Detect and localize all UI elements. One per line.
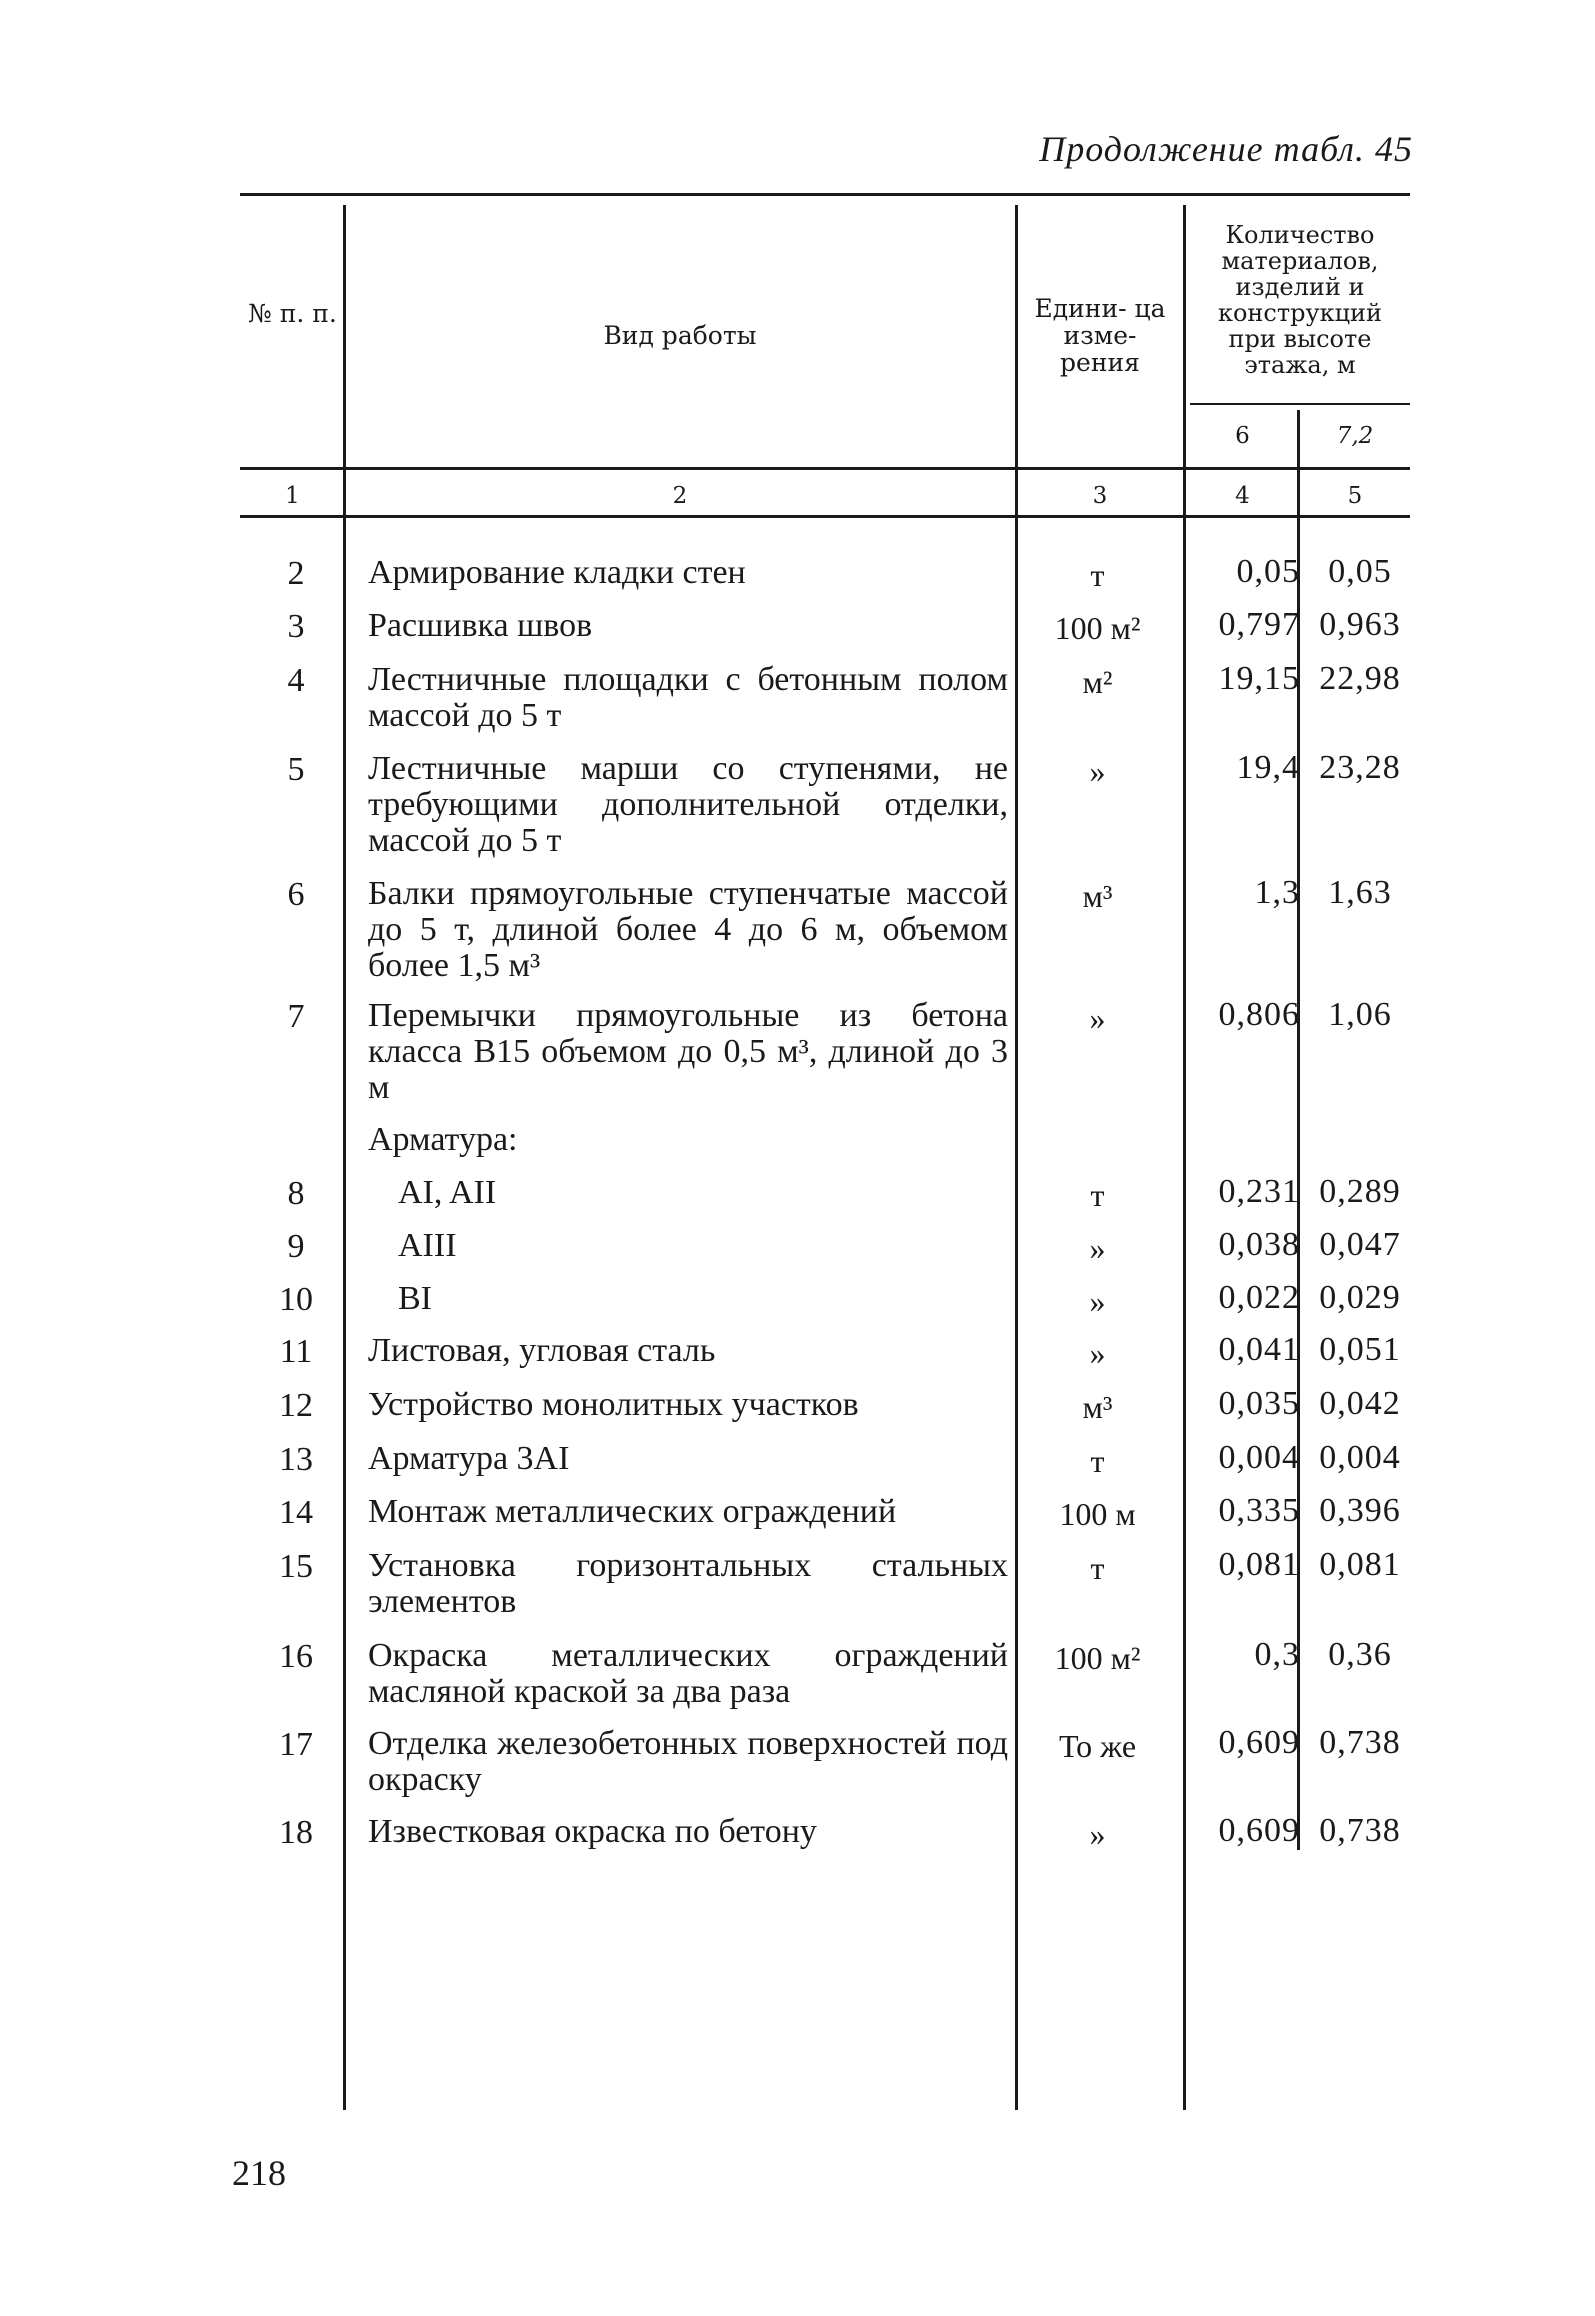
row-unit: » <box>1089 753 1106 789</box>
row-value-6: 0,004 <box>1218 1439 1300 1476</box>
row-value-6: 0,609 <box>1218 1724 1300 1761</box>
row-number: 14 <box>279 1494 313 1531</box>
row-value-6: 0,038 <box>1218 1226 1300 1263</box>
header-work: Вид работы <box>603 321 757 350</box>
row-value-7-2: 0,289 <box>1319 1173 1401 1210</box>
row-value-7-2: 23,28 <box>1319 749 1401 786</box>
row-value-6: 0,081 <box>1218 1546 1300 1583</box>
row-unit: м³ <box>1082 1389 1113 1425</box>
col-divider-1 <box>343 205 346 2110</box>
row-value-7-2: 0,05 <box>1328 553 1392 590</box>
qty-header-rule <box>1190 403 1410 405</box>
col-number-5: 5 <box>1347 483 1363 509</box>
row-number: 3 <box>287 608 305 645</box>
row-unit: т <box>1090 1177 1105 1213</box>
row-value-7-2: 0,047 <box>1319 1226 1401 1263</box>
row-number: 18 <box>279 1814 313 1851</box>
row-work: Перемычки прямоугольные из бетона класса В15 объемом до 0,5 м³, длиной до 3 м <box>368 997 1008 1106</box>
row-number: 16 <box>279 1638 313 1675</box>
row-work: Расшивка швов <box>368 607 593 644</box>
row-value-6: 0,041 <box>1218 1331 1300 1368</box>
header-height-7-2: 7,2 <box>1336 423 1374 449</box>
row-unit: 100 м² <box>1054 1640 1141 1676</box>
row-unit: т <box>1090 557 1105 593</box>
row-unit: » <box>1089 1230 1106 1266</box>
header-qty: Количество материалов, изделий и конструкций при высоте этажа, м <box>1217 221 1383 379</box>
row-number: 9 <box>287 1228 305 1265</box>
row-value-6: 0,3 <box>1254 1636 1300 1673</box>
row-number: 2 <box>287 555 305 592</box>
colnum-bottom-rule <box>240 515 1410 518</box>
row-number: 12 <box>279 1387 313 1424</box>
row-number: 13 <box>279 1441 313 1478</box>
row-value-6: 0,05 <box>1236 553 1300 590</box>
row-value-6: 1,3 <box>1254 874 1300 911</box>
row-number: 6 <box>287 876 305 913</box>
row-value-6: 0,335 <box>1218 1492 1300 1529</box>
row-value-6: 19,4 <box>1236 749 1300 786</box>
row-value-7-2: 0,36 <box>1328 1636 1392 1673</box>
row-value-6: 0,806 <box>1218 996 1300 1033</box>
row-value-7-2: 0,029 <box>1319 1279 1401 1316</box>
header-unit: Едини- ца изме- рения <box>1034 294 1166 377</box>
row-number: 10 <box>279 1281 313 1318</box>
row-value-7-2: 0,081 <box>1319 1546 1401 1583</box>
row-value-6: 0,231 <box>1218 1173 1300 1210</box>
row-unit: То же <box>1058 1728 1137 1764</box>
header-bottom-rule <box>240 467 1410 470</box>
row-unit: » <box>1089 1335 1106 1371</box>
row-work: Листовая, угловая сталь <box>368 1332 716 1369</box>
row-work: Устройство монолитных участков <box>368 1386 859 1423</box>
col-number-2: 2 <box>672 483 688 509</box>
row-work: BI <box>398 1280 432 1317</box>
row-value-7-2: 0,738 <box>1319 1812 1401 1849</box>
row-unit: м³ <box>1082 878 1113 914</box>
row-work: Лестничные площадки с бетонным полом массой до 5 т <box>368 661 1008 734</box>
row-work: Лестничные марши со ступенями, не требующими дополнительной отделки, массой до 5 т <box>368 750 1008 859</box>
row-value-6: 0,035 <box>1218 1385 1300 1422</box>
row-number: 8 <box>287 1175 305 1212</box>
table-caption: Продолжение табл. 45 <box>1039 129 1413 169</box>
row-value-7-2: 0,738 <box>1319 1724 1401 1761</box>
header-num: № п. п. <box>248 299 337 328</box>
row-unit: т <box>1090 1550 1105 1586</box>
header-height-6: 6 <box>1235 423 1250 449</box>
row-unit: 100 м <box>1059 1496 1136 1532</box>
row-number: 15 <box>279 1548 313 1585</box>
row-number: 17 <box>279 1726 313 1763</box>
row-work: AI, AII <box>398 1174 497 1211</box>
row-value-7-2: 22,98 <box>1319 660 1401 697</box>
row-unit: » <box>1089 1816 1106 1852</box>
page-number: 218 <box>232 2153 286 2193</box>
row-unit: 100 м² <box>1054 610 1141 646</box>
row-value-6: 19,15 <box>1218 660 1300 697</box>
row-value-7-2: 0,004 <box>1319 1439 1401 1476</box>
row-value-6: 0,797 <box>1218 606 1300 643</box>
row-value-6: 0,609 <box>1218 1812 1300 1849</box>
row-number: 5 <box>287 751 305 788</box>
col-number-4: 4 <box>1235 483 1250 509</box>
row-number: 11 <box>279 1333 313 1370</box>
row-work: Известковая окраска по бетону <box>368 1813 817 1850</box>
row-value-7-2: 0,051 <box>1319 1331 1401 1368</box>
table-top-rule <box>240 193 1410 196</box>
row-work: Отделка железобетонных поверхностей под окраску <box>368 1725 1008 1798</box>
row-value-6: 0,022 <box>1218 1279 1300 1316</box>
row-work: Арматура 3AI <box>368 1440 570 1477</box>
row-number: 7 <box>287 998 305 1035</box>
row-unit: т <box>1090 1443 1105 1479</box>
row-unit: » <box>1089 1000 1106 1036</box>
row-number: 4 <box>287 662 305 699</box>
row-value-7-2: 0,042 <box>1319 1385 1401 1422</box>
row-value-7-2: 1,06 <box>1328 996 1392 1033</box>
row-work: Балки прямоугольные ступенчатые массой до 5 т, длиной более 4 до 6 м, объемом более 1,5 м³ <box>368 875 1008 984</box>
col-number-3: 3 <box>1092 483 1108 509</box>
row-unit: м² <box>1082 664 1113 700</box>
row-work: Окраска металлических ограждений масляной краской за два раза <box>368 1637 1008 1710</box>
row-work: Установка горизонтальных стальных элементов <box>368 1547 1008 1620</box>
row-work: AIII <box>398 1227 457 1264</box>
row-value-7-2: 0,396 <box>1319 1492 1401 1529</box>
row-unit: » <box>1089 1283 1106 1319</box>
row-work: Арматура: <box>368 1121 518 1158</box>
col-number-1: 1 <box>285 483 300 509</box>
row-work: Монтаж металлических ограждений <box>368 1493 897 1530</box>
row-value-7-2: 0,963 <box>1319 606 1401 643</box>
row-value-7-2: 1,63 <box>1328 874 1392 911</box>
row-work: Армирование кладки стен <box>368 554 746 591</box>
